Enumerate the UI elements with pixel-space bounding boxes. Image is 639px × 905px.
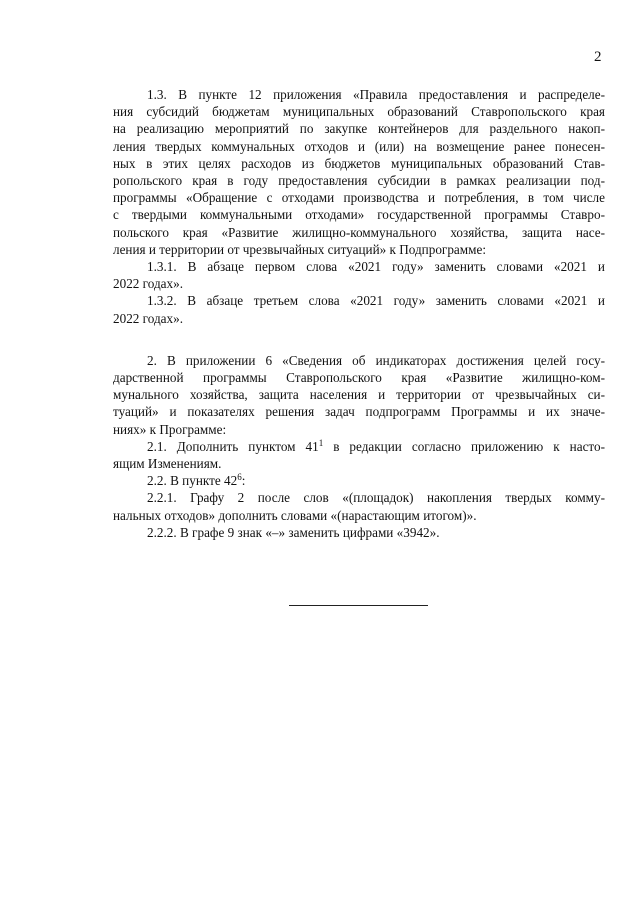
text-line: 1.3. В пункте 12 приложения «Правила предоставления и распределе-	[147, 87, 605, 102]
superscript: 1	[318, 437, 324, 448]
text-line: 2.2.1. Графу 2 после слов «(площадок) накопления твердых комму-	[147, 490, 605, 506]
paragraph-2-2	[113, 472, 605, 489]
text-line	[113, 472, 605, 489]
text-line: ления твердых коммунальных отходов и (или) на возмещение ранее понесен-	[113, 138, 605, 154]
superscript: 6	[237, 472, 242, 483]
paragraph-2-2-1	[113, 489, 605, 523]
text-fragment: :	[241, 473, 246, 489]
text-line: польского края «Развитие жилищно-коммунального хозяйства, защита насе-	[113, 224, 605, 240]
paragraph-2-1	[113, 438, 605, 472]
text-line: ропольского края в году предоставления субсидии в рамках реализации под-	[113, 173, 605, 189]
paragraph-2-2-2	[113, 524, 605, 541]
text-line: туаций» и показателях решения задач подпрограмм Программы и их значе-	[113, 404, 605, 420]
text-line: на реализацию мероприятий по закупке контейнеров для раздельного накоп-	[113, 121, 605, 137]
text-line: ния субсидий бюджетам муниципальных образований Ставропольского края	[113, 104, 605, 120]
text-line: ящим Изменениям.	[113, 456, 222, 472]
paragraph-1-3	[113, 86, 605, 258]
document-body	[113, 86, 605, 541]
text-line: 2. В приложении 6 «Сведения об индикаторах достижения целей госу-	[147, 352, 605, 368]
text-line: нальных отходов» дополнить словами «(нарастающим итогом)».	[113, 507, 477, 523]
text-line: ления и территории от чрезвычайных ситуаций» к Подпрограмме:	[113, 241, 486, 257]
section-gap	[113, 344, 605, 352]
text-fragment: 2.1. Дополнить пунктом 41	[147, 438, 319, 454]
text-line: мунального хозяйства, защита населения и территории от чрезвычайных си-	[113, 387, 605, 403]
section-gap	[113, 327, 605, 344]
text-line: 1.3.1. В абзаце первом слова «2021 году» заменить словами «2021 и	[147, 259, 605, 275]
text-line: 1.3.2. В абзаце третьем слова «2021 году» заменить словами «2021 и	[147, 293, 605, 309]
text-line: ных в этих целях расходов из бюджетов муниципальных образований Став-	[113, 155, 605, 171]
text-fragment: в редакции согласно приложению к насто-	[323, 438, 605, 454]
paragraph-2	[113, 352, 605, 438]
text-line: дарственной программы Ставропольского края «Развитие жилищно-ком-	[113, 370, 605, 386]
paragraph-1-3-2	[113, 292, 605, 326]
text-line: с твердыми коммунальными отходами» государственной программы Ставро-	[113, 207, 605, 223]
page-number: 2	[594, 49, 602, 65]
text-line: ниях» к Программе:	[113, 421, 227, 437]
text-line: программы «Обращение с отходами производства и потребления, в том числе	[113, 190, 605, 206]
text-line: 2022 годах».	[113, 310, 184, 326]
text-fragment: 2.2. В пункте 42	[147, 473, 238, 489]
closing-rule	[289, 605, 428, 606]
text-line: 2022 годах».	[113, 276, 184, 292]
text-line	[113, 438, 605, 455]
text-line: 2.2.2. В графе 9 знак «–» заменить цифрами «3942».	[147, 524, 440, 540]
paragraph-1-3-1	[113, 258, 605, 292]
